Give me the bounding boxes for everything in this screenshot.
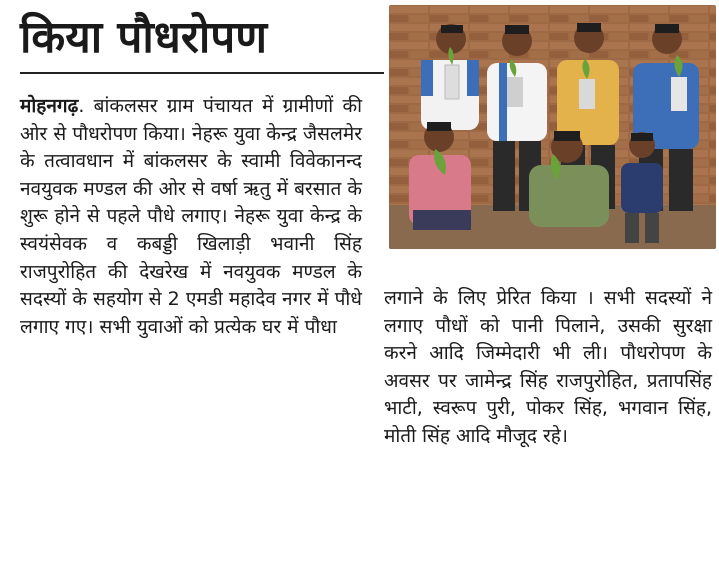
article-dateline: मोहनगढ़ <box>20 95 79 117</box>
article-paragraph-right: लगाने के लिए प्रेरित किया । सभी सदस्यों ने लगाए पौधों को पानी पिलाने, उसकी सुरक्षा करने आदि जिम्मेदारी भी ली। पौधरोपण के अवसर पर जामेन्द्र सिंह राजपुरोहित, प्रतापसिंह भाटी, स्वरूप पुरी, पोकर सिंह, भगवान सिंह, मोती सिंह आदि मौजूद रहे। <box>384 287 712 447</box>
group-photo-icon <box>389 5 716 249</box>
headline-divider <box>20 72 384 74</box>
article-left-text: . बांकलसर ग्राम पंचायत में ग्रामीणों की ओर से पौधरोपण किया। नेहरू युवा केन्द्र जैसलमेर के तत्वावधान में बांकलसर के स्वामी विवेकानन्द नवयुवक मण्डल की ओर से वर्षा ऋतु में बरसात के शुरू होने से पहले पौधे लगाए। नेहरू युवा केन्द्र के स्वयंसेवक व कबड्डी खिलाड़ी भवानी सिंह राजपुरोहित की देखरेख में नवयुवक मण्डल के सदस्यों के सहयोग से 2 एमडी महादेव नगर में पौधे लगाए गए। सभी युवाओं को प्रत्येक घर में पौधा <box>20 95 362 338</box>
article-photo <box>389 5 716 249</box>
article-body-right-column <box>384 285 712 451</box>
article-body-left-column <box>20 93 362 341</box>
article-headline: किया पौधरोपण <box>20 12 268 63</box>
article-paragraph-left <box>20 93 362 341</box>
